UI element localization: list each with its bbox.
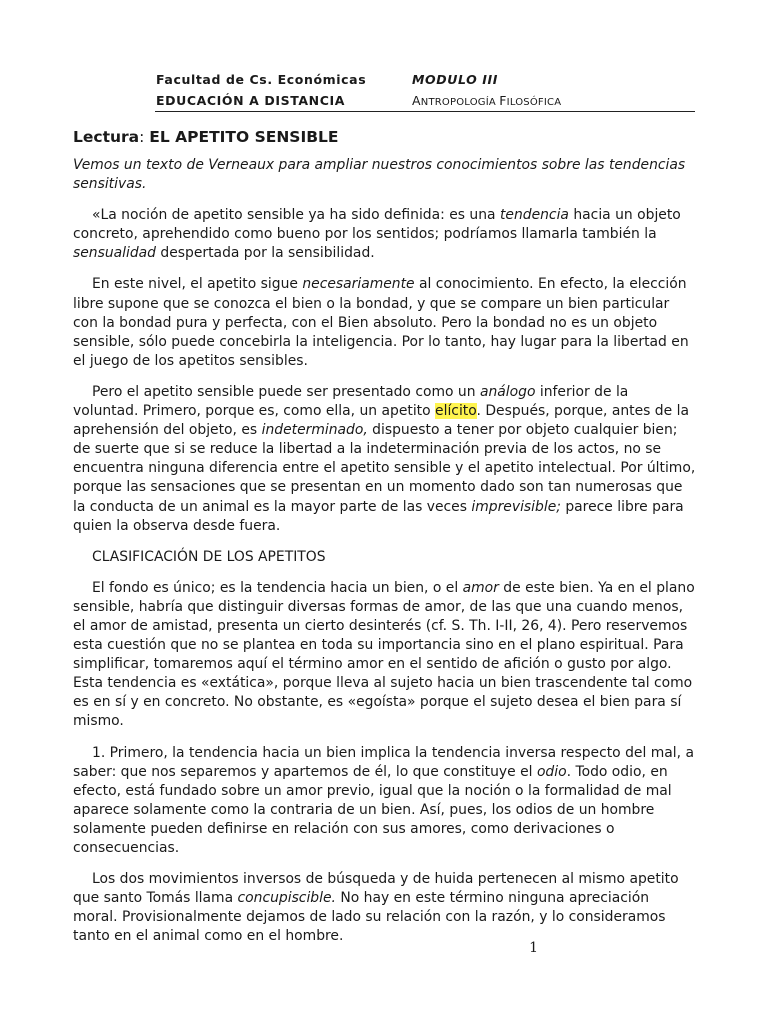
paragraph-4: El fondo es único; es la tendencia hacia un bien, o el amor de este bien. Ya en el plano sensible, habría que distinguir diversas formas de amor, de las que una cuando menos, el amor de amistad, presenta un cierto desinterés (cf. S. Th. I-II, 26, 4). Pero reservemos esta cuestión que no se plantea en toda su importancia sino en el plano espiritual. Para simplificar, tomaremos aquí el término amor en el sentido de afición o gusto por algo. Esta tendencia es «extática», porque lleva al sujeto hacia un bien trascendente tal como es en sí y en concreto. No obstante, es «egoísta» porque el sujeto desea el bien para sí mismo. <box>73 579 695 730</box>
paragraph-2: En este nivel, el apetito sigue necesariamente al conocimiento. En efecto, la elección libre supone que se conozca el bien o la bondad, y que se compare un bien particular con la bondad pura y perfecta, con el Bien absoluto. Pero la bondad no es un objeto sensible, sólo puede concebirla la inteligencia. Por lo tanto, hay lugar para la libertad en el juego de los apetitos sensibles. <box>73 276 689 369</box>
subject-label: ANTROPOLOGÍA FILOSÓFICA <box>412 93 562 108</box>
reading-title: Lectura: EL APETITO SENSIBLE <box>73 128 339 146</box>
section-heading: CLASIFICACIÓN DE LOS APETITOS <box>92 548 326 565</box>
highlighted-word: elícito <box>435 403 477 420</box>
page-number: 1 <box>529 940 538 956</box>
program-label: EDUCACIÓN A DISTANCIA <box>156 93 346 108</box>
intro-paragraph: Vemos un texto de Verneaux para ampliar nuestros conocimientos sobre las tendencias sensitivas. <box>73 157 686 193</box>
module-label: MODULO III <box>412 72 499 87</box>
paragraph-6: Los dos movimientos inversos de búsqueda y de huida pertenecen al mismo apetito que santo Tomás llama concupiscible. No hay en este término ninguna apreciación moral. Provisionalmente dejamos de lado su relación con la razón, y lo consideramos tanto en el animal como en el hombre. <box>73 871 679 945</box>
page-header <box>155 71 695 112</box>
paragraph-3: Pero el apetito sensible puede ser presentado como un análogo inferior de la voluntad. Primero, porque es, como ella, un apetito elícito. Después, porque, antes de la aprehensión del objeto, es indeterminado, dispuesto a tener por objeto cualquier bien; de suerte que si se reduce la libertad a la indeterminación previa de los actos, no se encuentra ninguna diferencia entre el apetito sensible y el apetito intelectual. Por último, porque las sensaciones que se presentan en un momento dado son tan numerosas que la conducta de un animal es la mayor parte de las veces imprevisible; parece libre para quien la observa desde fuera. <box>73 383 696 534</box>
paragraph-1: «La noción de apetito sensible ya ha sido definida: es una tendencia hacia un objeto concreto, aprehendido como bueno por los sentidos; podríamos llamarla también la sensualidad despertada por la sensibilidad. <box>73 207 681 262</box>
paragraph-5: 1. Primero, la tendencia hacia un bien implica la tendencia inversa respecto del mal, a saber: que nos separemos y apartemos de él, lo que constituye el odio. Todo odio, en efecto, está fundado sobre un amor previo, igual que la noción o la formalidad de mal aparece solamente como la contraria de un bien. Así, pues, los odios de un hombre solamente pueden definirse en relación con sus amores, como derivaciones o consecuencias. <box>73 744 694 856</box>
reading-content <box>73 127 697 958</box>
faculty-label: Facultad de Cs. Económicas <box>156 72 367 87</box>
